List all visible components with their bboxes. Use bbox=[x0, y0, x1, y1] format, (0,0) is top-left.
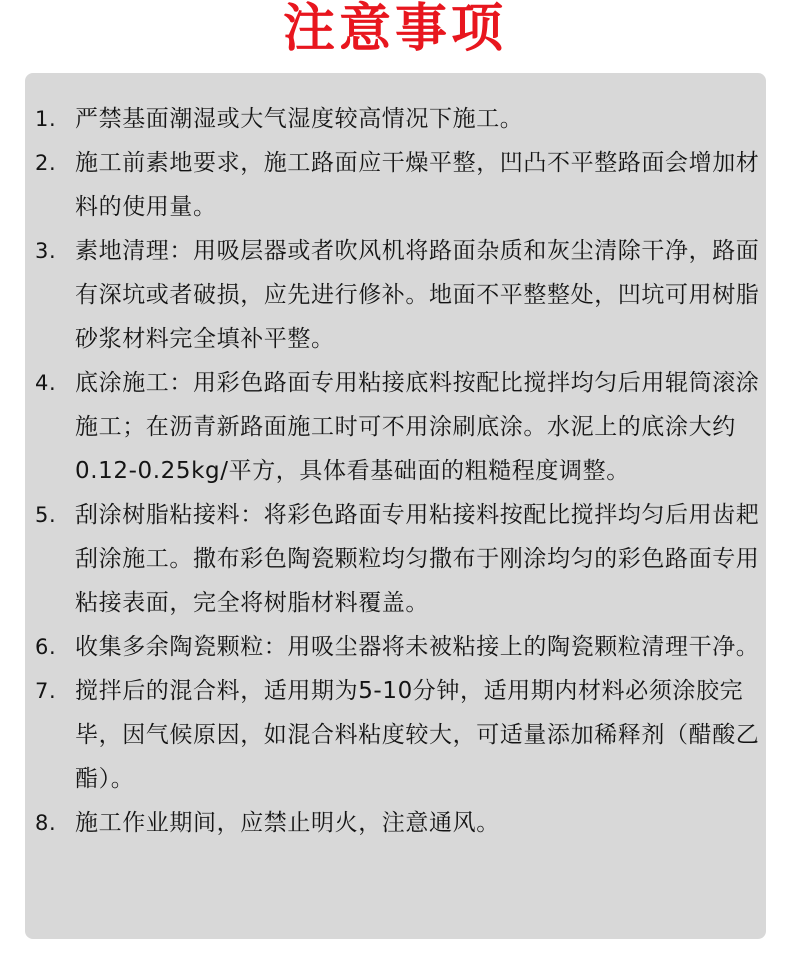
notice-text: 素地清理：用吸层器或者吹风机将路面杂质和灰尘清除干净，路面有深坑或者破损，应先进行修补。地面不平整整处，凹坑可用树脂砂浆材料完全填补平整。 bbox=[75, 238, 760, 352]
notice-text: 施工作业期间，应禁止明火，注意通风。 bbox=[75, 810, 500, 836]
notice-text: 严禁基面潮湿或大气湿度较高情况下施工。 bbox=[75, 106, 524, 132]
notice-item-1 bbox=[25, 97, 766, 141]
notice-item-6 bbox=[25, 625, 766, 669]
notice-item-7 bbox=[25, 669, 766, 801]
notice-number: 5. bbox=[35, 503, 57, 527]
notice-number: 6. bbox=[35, 635, 57, 659]
notice-item-2 bbox=[25, 141, 766, 229]
notice-item-5 bbox=[25, 493, 766, 625]
notice-item-8 bbox=[25, 801, 766, 845]
notice-card bbox=[25, 73, 766, 939]
notice-number: 4. bbox=[35, 371, 57, 395]
notice-item-3 bbox=[25, 229, 766, 361]
notice-text: 搅拌后的混合料，适用期为5-10分钟，适用期内材料必须涂胶完毕，因气候原因，如混合料粘度较大，可适量添加稀释剂（醋酸乙酯）。 bbox=[75, 678, 760, 792]
notice-text: 刮涂树脂粘接料：将彩色路面专用粘接料按配比搅拌均匀后用齿耙刮涂施工。撒布彩色陶瓷颗粒均匀撒布于刚涂均匀的彩色路面专用粘接表面，完全将树脂材料覆盖。 bbox=[75, 502, 760, 616]
notice-list bbox=[25, 97, 766, 845]
notice-number: 1. bbox=[35, 107, 57, 131]
notice-number: 3. bbox=[35, 239, 57, 263]
notice-number: 8. bbox=[35, 811, 57, 835]
notice-text: 底涂施工：用彩色路面专用粘接底料按配比搅拌均匀后用辊筒滚涂施工；在沥青新路面施工时可不用涂刷底涂。水泥上的底涂大约0.12-0.25kg/平方，具体看基础面的粗糙程度调整。 bbox=[75, 370, 760, 484]
page-title: 注意事项 bbox=[282, 0, 507, 59]
notice-number: 2. bbox=[35, 151, 57, 175]
notice-text: 施工前素地要求，施工路面应干燥平整，凹凸不平整路面会增加材料的使用量。 bbox=[75, 150, 760, 220]
notice-item-4 bbox=[25, 361, 766, 493]
notice-number: 7. bbox=[35, 679, 57, 703]
notice-text: 收集多余陶瓷颗粒：用吸尘器将未被粘接上的陶瓷颗粒清理干净。 bbox=[75, 634, 760, 660]
